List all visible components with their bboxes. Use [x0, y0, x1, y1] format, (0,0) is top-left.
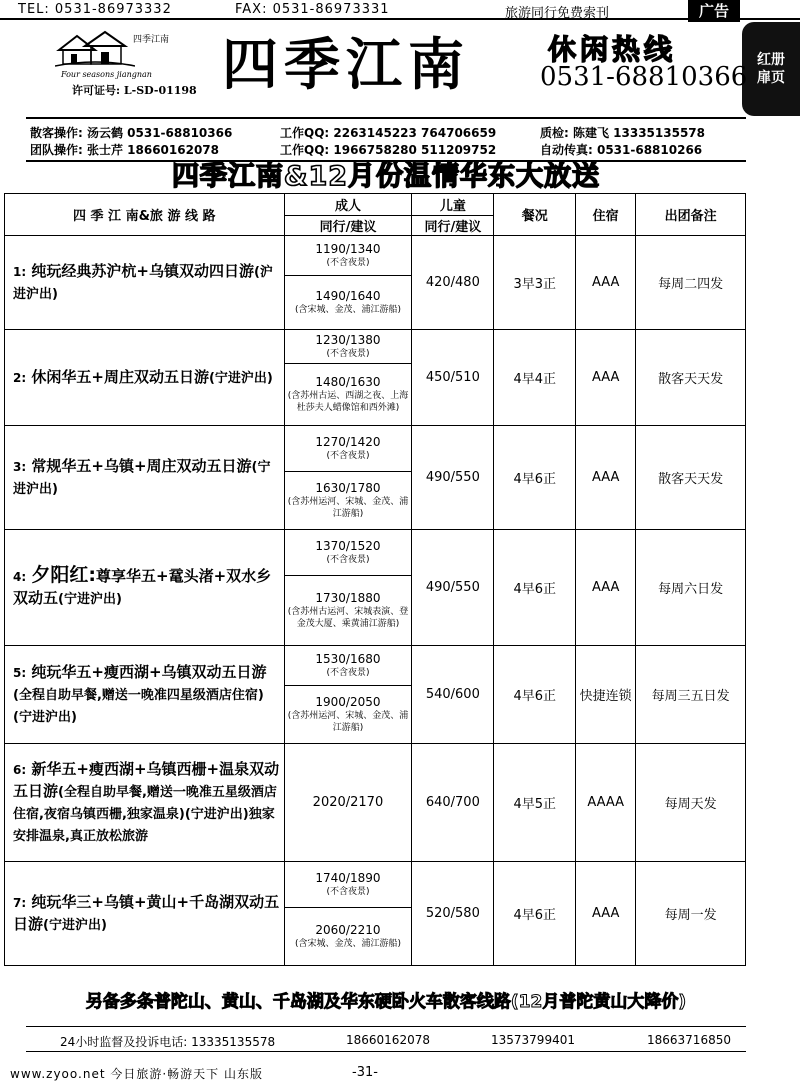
- hotline-number: 0531-68810366: [540, 62, 748, 92]
- contact-group: 团队操作: 张士芹 18660162078: [30, 143, 220, 157]
- header-child: 儿童: [412, 194, 494, 216]
- hotel: AAA: [576, 426, 636, 530]
- meals: 4早6正: [494, 426, 576, 530]
- child-price: 540/600: [412, 646, 494, 744]
- hotel: AAA: [576, 862, 636, 966]
- route-subtitle: (宁进沪出): [208, 370, 273, 386]
- side-tab-label: 红册扉页: [757, 52, 785, 86]
- adult-price-basic: 1740/1890 (不含夜景): [284, 862, 412, 908]
- depart-note: 散客天天发: [636, 330, 746, 426]
- header-hotel: 住宿: [576, 194, 636, 236]
- route-subtitle: (宁进沪出): [43, 917, 107, 933]
- header-meals: 餐况: [494, 194, 576, 236]
- adult-price-full: 1900/2050 (含苏州运河、宋城、金茂、浦江游船): [284, 686, 412, 744]
- license-number: 许可证号: L-SD-01198: [72, 84, 197, 97]
- hotel: AAA: [576, 330, 636, 426]
- meals: 4早6正: [494, 530, 576, 646]
- route-subtitle: (宁进沪出): [13, 459, 271, 497]
- contact-qc: 质检: 陈建飞 13335135578: [540, 126, 706, 140]
- child-price: 490/550: [412, 530, 494, 646]
- depart-note: 每周三五日发: [636, 646, 746, 744]
- complaint-phone-3: 18663716850: [647, 1033, 731, 1047]
- route-title: 夕阳红:: [31, 564, 96, 586]
- header-adult-sub: 同行/建议: [284, 216, 412, 236]
- route-subtitle: (宁进沪出): [58, 592, 122, 607]
- route-title: 常规华五+乌镇+周庄双动五日游: [31, 456, 252, 475]
- table-row: [5, 530, 746, 576]
- house-logo-icon: [55, 28, 135, 72]
- complaint-phone-1: 18660162078: [346, 1033, 430, 1047]
- complaint-label: 24小时监督及投诉电话: 13335135578: [60, 1035, 276, 1049]
- header-route: 四 季 江 南&旅 游 线 路: [5, 194, 285, 236]
- child-price: 520/580: [412, 862, 494, 966]
- hotel: 快捷连锁: [576, 646, 636, 744]
- hotline-label: 休闲热线: [548, 33, 677, 66]
- complaint-bar: [26, 1026, 746, 1052]
- meals: 4早6正: [494, 646, 576, 744]
- logo-en-text: Four seasons jiangnan: [61, 70, 152, 79]
- contact-scattered: 散客操作: 汤云鹤 0531-68810366: [30, 126, 233, 140]
- header-depart: 出团备注: [636, 194, 746, 236]
- meals: 3早3正: [494, 236, 576, 330]
- adult-price-basic: 1530/1680 (不含夜景): [284, 646, 412, 686]
- slogan: 旅游同行免费索刊: [505, 6, 610, 21]
- depart-note: 每周天发: [636, 744, 746, 862]
- table-row: [5, 330, 746, 364]
- meals: 4早6正: [494, 862, 576, 966]
- fax-number: FAX: 0531-86973331: [235, 2, 390, 17]
- adult-price-basic: 1230/1380 (不含夜景): [284, 330, 412, 364]
- route-subtitle: (沪进沪出): [13, 264, 273, 302]
- contact-fax: 自动传真: 0531-68810266: [540, 143, 703, 157]
- child-price: 450/510: [412, 330, 494, 426]
- adult-price-full: 1730/1880 (含苏州古运河、宋城表演、登金茂大厦、乘黄浦江游船): [284, 576, 412, 646]
- meals: 4早4正: [494, 330, 576, 426]
- depart-note: 每周六日发: [636, 530, 746, 646]
- table-row: [5, 236, 746, 276]
- page-number: -31-: [352, 1065, 378, 1080]
- adult-price-full: 1630/1780 (含苏州运河、宋城、金茂、浦江游船): [284, 472, 412, 530]
- promo-banner: [26, 160, 746, 192]
- route-title: 新华五+瘦西湖+乌镇西栅+温泉双动五日游: [13, 759, 280, 800]
- brand-title: 四季江南: [222, 32, 470, 98]
- route-subtitle: (全程自助早餐,赠送一晚准四星级酒店住宿)(宁进沪出): [13, 687, 264, 725]
- adult-price-full: 1490/1640 (含宋城、金茂、浦江游船): [284, 276, 412, 330]
- ad-badge: 广告: [688, 0, 740, 22]
- meals: 4早5正: [494, 744, 576, 862]
- route-cell: 4: 夕阳红:尊享华五+鼋头渚+双水乡双动五(宁进沪出): [5, 530, 285, 646]
- adult-price-basic: 1370/1520 (不含夜景): [284, 530, 412, 576]
- contact-qq-1: 工作QQ: 2263145223 764706659: [280, 126, 497, 140]
- table-row: [5, 744, 746, 862]
- route-title: 纯玩华五+瘦西湖+乌镇双动五日游: [31, 662, 267, 681]
- table-row: [5, 426, 746, 472]
- adult-price-full: 1480/1630 (含苏州古运、西湖之夜、上海杜莎夫人蜡像馆和西外滩): [284, 364, 412, 426]
- routes-table: [4, 193, 746, 966]
- logo-cn-text: 四季江南: [133, 35, 170, 45]
- depart-note: 每周二四发: [636, 236, 746, 330]
- adult-price-basic: 1270/1420 (不含夜景): [284, 426, 412, 472]
- route-title: 休闲华五+周庄双动五日游: [31, 367, 209, 386]
- contact-qq-2: 工作QQ: 1966758280 511209752: [280, 143, 497, 157]
- promo-banner-text: 四季江南&12月份温情华东大放送: [171, 161, 601, 192]
- route-cell: 5: 纯玩华五+瘦西湖+乌镇双动五日游(全程自助早餐,赠送一晚准四星级酒店住宿)(宁进沪出): [5, 646, 285, 744]
- route-cell: 3: 常规华五+乌镇+周庄双动五日游(宁进沪出): [5, 426, 285, 530]
- tel-number: TEL: 0531-86973332: [18, 2, 172, 17]
- child-price: 420/480: [412, 236, 494, 330]
- bottom-bar: [0, 1060, 800, 1083]
- hotel: AAA: [576, 530, 636, 646]
- adult-price-full: 2060/2210 (含宋城、金茂、浦江游船): [284, 908, 412, 966]
- side-tab: [742, 22, 800, 116]
- depart-note: 散客天天发: [636, 426, 746, 530]
- footer-banner: [26, 982, 746, 1022]
- complaint-phone-2: 13573799401: [491, 1033, 575, 1047]
- adult-price-basic: 1190/1340 (不含夜景): [284, 236, 412, 276]
- route-subtitle: (全程自助早餐,赠送一晚准五星级酒店住宿,夜宿乌镇西栅,独家温泉)(宁进沪出)独家安排温泉,真正放松旅游: [13, 784, 277, 844]
- footer-banner-text: 另备多条普陀山、黄山、千岛湖及华东硬卧火车散客线路(12月普陀黄山大降价): [85, 992, 687, 1012]
- site-credit: www.zyoo.net 今日旅游·畅游天下 山东版: [10, 1067, 263, 1081]
- route-cell: 7: 纯玩华三+乌镇+黄山+千岛湖双动五日游(宁进沪出): [5, 862, 285, 966]
- hotel: AAA: [576, 236, 636, 330]
- route-title: 纯玩经典苏沪杭+乌镇双动四日游: [31, 261, 254, 280]
- route-cell: 6: 新华五+瘦西湖+乌镇西栅+温泉双动五日游(全程自助早餐,赠送一晚准五星级酒店住宿,夜宿乌镇西栅,独家温泉)(宁进沪出)独家安排温泉,真正放松旅游: [5, 744, 285, 862]
- depart-note: 每周一发: [636, 862, 746, 966]
- header-child-sub: 同行/建议: [412, 216, 494, 236]
- header-adult: 成人: [284, 194, 412, 216]
- header-divider: [26, 117, 746, 119]
- table-row: [5, 646, 746, 686]
- hotel: AAAA: [576, 744, 636, 862]
- child-price: 640/700: [412, 744, 494, 862]
- child-price: 490/550: [412, 426, 494, 530]
- route-cell: 2: 休闲华五+周庄双动五日游(宁进沪出): [5, 330, 285, 426]
- adult-price-basic: 2020/2170: [284, 744, 412, 862]
- route-title-mid: 尊享华五+鼋头渚+双水乡双动五: [13, 567, 272, 607]
- route-cell: 1: 纯玩经典苏沪杭+乌镇双动四日游(沪进沪出): [5, 236, 285, 330]
- table-row: [5, 862, 746, 908]
- route-title: 纯玩华三+乌镇+黄山+千岛湖双动五日游: [13, 892, 280, 933]
- top-bar: [0, 0, 800, 20]
